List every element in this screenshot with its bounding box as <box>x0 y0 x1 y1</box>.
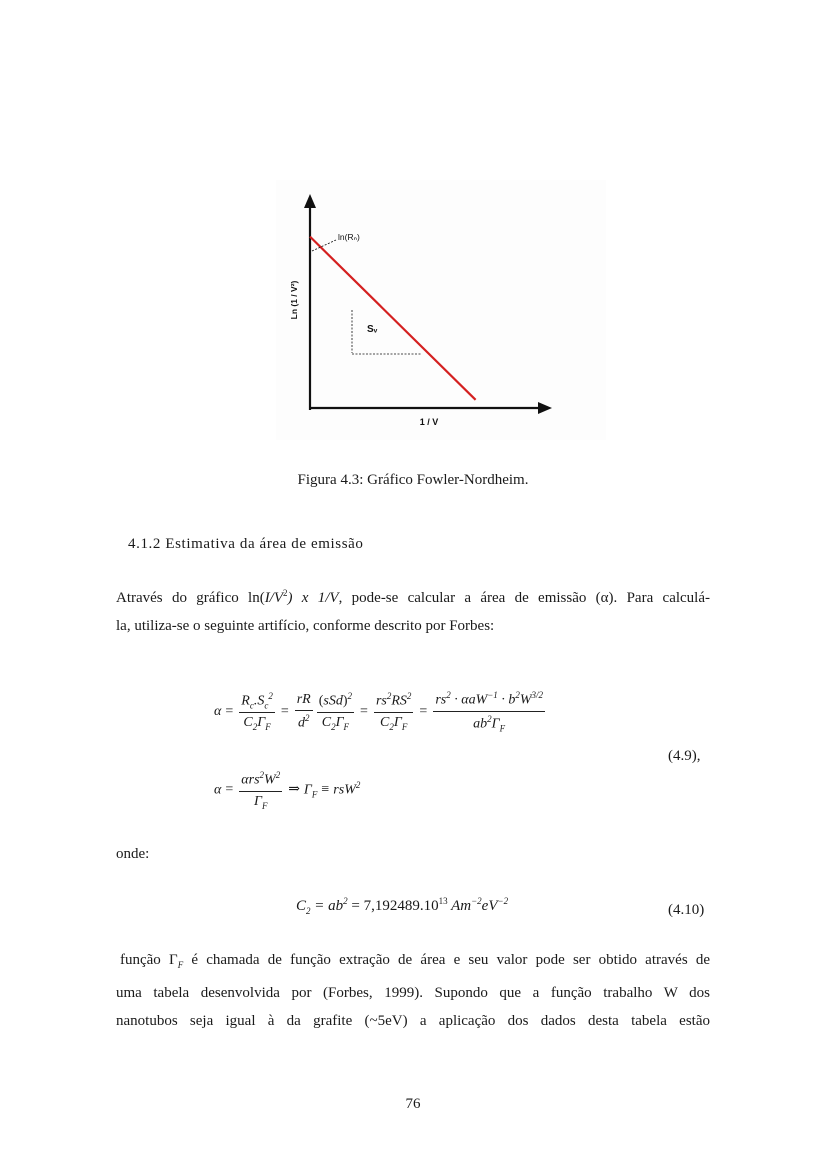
equation-number: (4.10) <box>668 902 705 918</box>
paragraph-line: nanotubos seja igual à da grafite (~5eV) a aplicação dos dados desta tabela estão <box>116 1013 710 1029</box>
series-line <box>310 237 476 400</box>
fowler-nordheim-figure <box>276 180 606 440</box>
equation-c2: $C_2 = ab^2 = 7,192489.10^{13}$ $Am^{-2}eV^{-2}$ <box>296 896 509 916</box>
slope-annotation: Sᵥ <box>367 324 378 335</box>
paragraph-line: função $\Gamma_F$ é chamada de função extração de área e seu valor pode ser obtido através de <box>120 952 711 970</box>
onde-label: onde: <box>116 846 150 862</box>
x-axis-arrow <box>538 402 552 414</box>
paragraph-line: la, utiliza-se o seguinte artifício, conforme descrito por Forbes: <box>116 618 495 634</box>
fowler-nordheim-chart <box>276 180 606 440</box>
section-heading: 4.1.2 Estimativa da área de emissão <box>128 536 364 552</box>
y-axis-label: Ln (1 / V²) <box>289 280 299 320</box>
equation-alpha-result: α = $\frac{\alpha rs^2W^2}{\Gamma_F}$ ⇒ $\Gamma_F \equiv rsW^2$ <box>214 770 361 811</box>
y-axis-arrow <box>304 194 316 208</box>
equation-number: (4.9), <box>668 748 701 764</box>
page-number: 76 <box>405 1096 421 1112</box>
intercept-annotation: ln(Rₙ) <box>338 232 360 242</box>
equation-alpha-chain: α = $\frac{R_c.S_c^2}{C_2\Gamma_F}$ = $\frac{rR}{d^2}$ $\frac{(sSd)^2}{C_2\Gamma_F}$ = $\frac{rs^2RS^2}{C_2\Gamma_F}$ = $\frac{rs^2 \cdot \alpha aW^{-1} \cdot b^2W^{3/2}}{ab^2\Gamma_F}$ <box>214 690 543 734</box>
paragraph-line: Através do gráfico $\ln(I/V^2)$ x 1/V, pode-se calcular a área de emissão (α). Para calculá- <box>116 588 710 606</box>
paragraph-intro <box>116 579 710 640</box>
paragraph-line: uma tabela desenvolvida por (Forbes, 1999). Supondo que a função trabalho W dos <box>116 985 710 1001</box>
x-axis-label: 1 / V <box>419 417 439 427</box>
paragraph-gamma <box>116 946 710 1035</box>
figure-caption: Figura 4.3: Gráfico Fowler-Nordheim. <box>297 472 529 488</box>
